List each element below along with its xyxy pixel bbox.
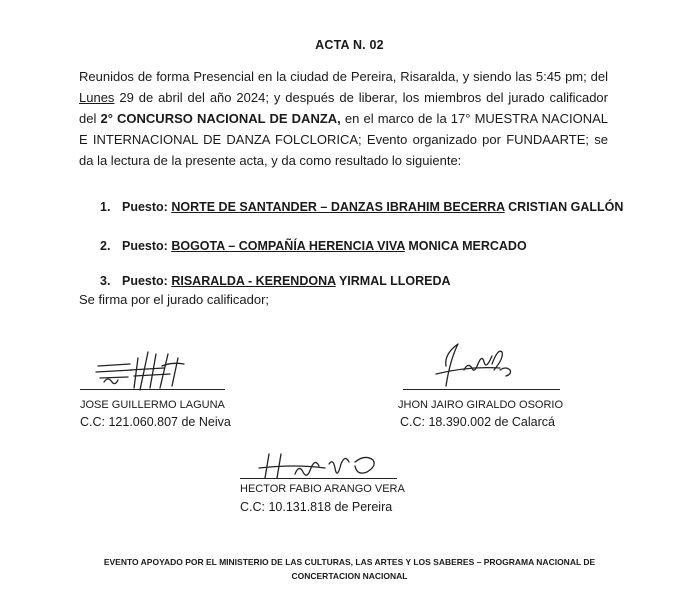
closing-text: Se firma por el jurado calificador; bbox=[79, 292, 270, 307]
signatory-3-name: HECTOR FABIO ARANGO VERA bbox=[240, 483, 405, 495]
result-label: Puesto: bbox=[122, 274, 168, 288]
intro-text-3: en el marco de la 17° MUESTRA NACIONAL E INTERNACIONAL DE DANZA FOLCLORICA; Evento organizado por FUNDAARTE; se da la lectura de la presente acta, y da como resultado lo siguiente: bbox=[79, 111, 608, 168]
signatory-2-name: JHON JAIRO GIRALDO OSORIO bbox=[398, 399, 564, 411]
result-item-2 bbox=[100, 239, 527, 253]
signature-line-3 bbox=[240, 478, 397, 479]
document-title: ACTA N. 02 bbox=[315, 38, 384, 52]
intro-paragraph bbox=[79, 66, 608, 171]
signature-2-image bbox=[428, 340, 523, 392]
result-group: NORTE DE SANTANDER – DANZAS IBRAHIM BECERRA bbox=[171, 200, 505, 214]
intro-event-name: 2° CONCURSO NACIONAL DE DANZA, bbox=[100, 111, 341, 126]
result-director: MONICA MERCADO bbox=[408, 239, 527, 253]
intro-day: Lunes bbox=[79, 90, 115, 105]
footer-note bbox=[60, 555, 639, 583]
result-group: RISARALDA - KERENDONA bbox=[171, 274, 336, 288]
intro-text-2: 29 de abril del año 2024; y después de liberar, los miembros del jurado calificador del bbox=[79, 90, 608, 126]
footer-line-2: CONCERTACION NACIONAL bbox=[291, 571, 408, 581]
signatory-3-id: C.C: 10.131.818 de Pereira bbox=[240, 500, 393, 514]
footer-line-1: EVENTO APOYADO POR EL MINISTERIO DE LAS CULTURAS, LAS ARTES Y LOS SABERES – PROGRAMA NACIONAL DE bbox=[103, 557, 596, 567]
result-number: 1. bbox=[100, 200, 111, 214]
result-number: 2. bbox=[100, 239, 111, 253]
result-item-1 bbox=[100, 200, 623, 214]
result-director: YIRMAL LLOREDA bbox=[338, 274, 451, 288]
signatory-1-name: JOSE GUILLERMO LAGUNA bbox=[80, 399, 225, 411]
signatory-1-id: C.C: 121.060.807 de Neiva bbox=[80, 415, 231, 429]
signature-line-1 bbox=[80, 389, 225, 390]
result-label: Puesto: bbox=[122, 239, 168, 253]
signature-line-2 bbox=[403, 389, 560, 390]
signatory-2-id: C.C: 18.390.002 de Calarcá bbox=[400, 415, 555, 429]
intro-text-1: Reunidos de forma Presencial en la ciudad de Pereira, Risaralda, y siendo las 5:45 pm; del bbox=[79, 69, 608, 84]
result-director: CRISTIAN GALLÓN bbox=[508, 200, 624, 214]
result-number: 3. bbox=[100, 274, 111, 288]
result-group: BOGOTA – COMPAÑÍA HERENCIA VIVA bbox=[171, 239, 405, 253]
result-item-3 bbox=[100, 274, 451, 288]
result-label: Puesto: bbox=[122, 200, 168, 214]
signature-1-image bbox=[90, 348, 200, 393]
